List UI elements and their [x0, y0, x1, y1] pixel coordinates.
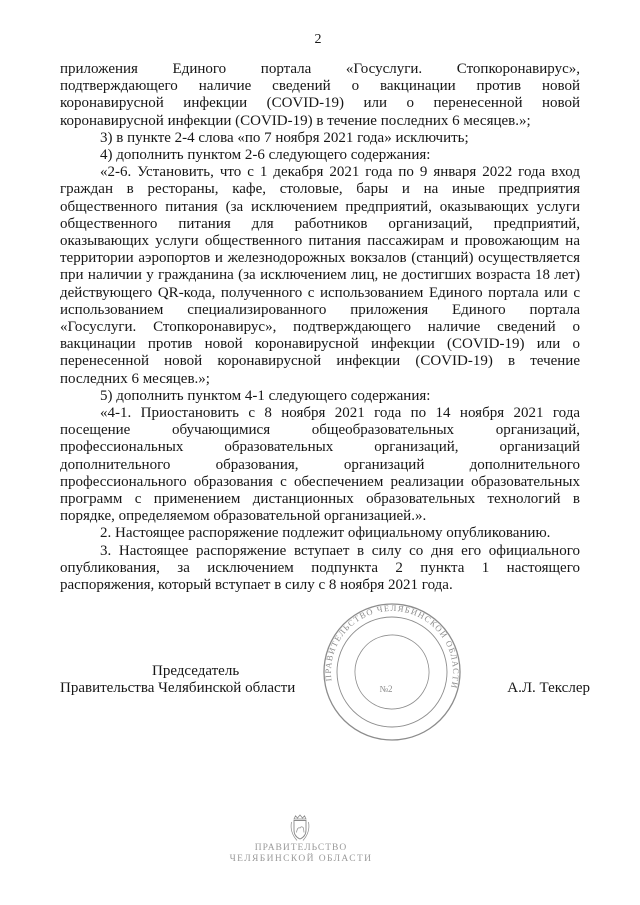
text-line: 3) в пункте 2-4 слова «по 7 ноября 2021 года» исключить;	[100, 129, 469, 146]
paragraph-item-4	[60, 147, 580, 164]
text-line: последних 6 месяцев.»;	[60, 370, 210, 387]
signatory-name: А.Л. Текслер	[507, 680, 590, 696]
text-line: действующего QR-кода, полученного с использованием Единого портала или с	[60, 284, 580, 301]
text-line: «4-1. Приостановить с 8 ноября 2021 года по 14 ноября 2021 года	[100, 405, 580, 422]
text-line: распоряжения, который вступает в силу с 8 ноября 2021 года.	[60, 577, 453, 594]
footer-org-line2: ЧЕЛЯБИНСКОЙ ОБЛАСТИ	[229, 854, 373, 864]
text-line: дополнительного образования, организаций дополнительного	[60, 456, 580, 473]
document-body	[60, 61, 580, 594]
footer-org-line1: ПРАВИТЕЛЬСТВО	[254, 843, 348, 853]
text-line: территории аэропортов и железнодорожных вокзалов (станций) осуществляется	[60, 250, 580, 267]
signatory-position-line1: Председатель	[152, 663, 240, 679]
footer-organization	[201, 843, 401, 865]
paragraph-section-3	[60, 543, 580, 595]
emblem-shield	[294, 821, 306, 840]
stamp-center-text: №2	[379, 684, 393, 694]
text-line: вакцинации против новой коронавирусной инфекции (COVID-19) или о	[60, 336, 580, 353]
paragraph-clause-2-6	[60, 164, 580, 388]
text-line: опубликования, за исключением подпункта 2 пункта 1 настоящего	[60, 559, 580, 576]
text-line: 4) дополнить пунктом 2-6 следующего содержания:	[100, 147, 431, 164]
signatory-position-line2: Правительства Челябинской области	[60, 680, 296, 696]
paragraph-item-5	[60, 388, 580, 405]
text-line: 5) дополнить пунктом 4-1 следующего содержания:	[100, 387, 431, 404]
text-line: перенесенной новой коронавирусной инфекции (COVID-19) в течение	[60, 353, 580, 370]
stamp-outer-text	[322, 602, 462, 717]
stamp-outer-ring	[322, 602, 462, 742]
emblem-figure	[297, 827, 305, 833]
text-line: порядке, определяемом образовательной организацией.».	[60, 508, 427, 525]
text-line: общественного питания для работников организаций, предприятий,	[60, 215, 580, 232]
text-line: использованием специализированного приложения Единого портала	[60, 301, 580, 318]
text-line: профессиональных образовательных организаций, организаций	[60, 439, 580, 456]
text-line: приложения Единого портала «Госуслуги. Стопкоронавирус»,	[60, 61, 580, 77]
text-line: 2. Настоящее распоряжение подлежит официальному опубликованию.	[100, 525, 551, 542]
text-line: программ с применением дистанционных образовательных технологий в	[60, 491, 580, 508]
official-stamp	[322, 602, 462, 742]
emblem-crown	[294, 815, 306, 819]
text-line: подтверждающего наличие сведений о вакцинации против новой	[60, 78, 580, 95]
text-line: 3. Настоящее распоряжение вступает в силу со дня его официального	[100, 542, 580, 559]
text-line: «Госуслуги. Стопкоронавирус», подтверждающего наличие сведений о	[60, 319, 580, 336]
text-line: посещение обучающимися общеобразовательных организаций,	[60, 422, 580, 439]
text-line: коронавирусной инфекции (COVID-19) в течение последних 6 месяцев.»;	[60, 112, 531, 129]
coat-of-arms-icon	[288, 814, 312, 842]
paragraph-item-3	[60, 130, 580, 147]
text-line: общественного питания (за исключением предприятий, оказывающих услуги	[60, 198, 580, 215]
text-line: при наличии у гражданина (за исключением лиц, не достигших возраста 18 лет)	[60, 267, 580, 284]
page-number: 2	[314, 32, 322, 47]
paragraph-continuation	[60, 61, 580, 130]
stamp-outer-text-path: ПРАВИТЕЛЬСТВО ЧЕЛЯБИНСКОЙ ОБЛАСТИ	[322, 602, 462, 691]
text-line: «2-6. Установить, что с 1 декабря 2021 года по 9 января 2022 года вход	[100, 164, 580, 181]
text-line: коронавирусной инфекции (COVID-19) или о перенесенной новой	[60, 95, 580, 112]
stamp-inner-ring	[348, 628, 436, 716]
paragraph-section-2	[60, 525, 580, 542]
text-line: профессионального образования с обеспечением реализации образовательных	[60, 473, 580, 490]
paragraph-clause-4-1	[60, 405, 580, 525]
text-line: граждан в рестораны, кафе, столовые, бары и на иные предприятия	[60, 181, 580, 198]
text-line: оказывающих услуги общественного питания пассажирам и провожающим на	[60, 233, 580, 250]
